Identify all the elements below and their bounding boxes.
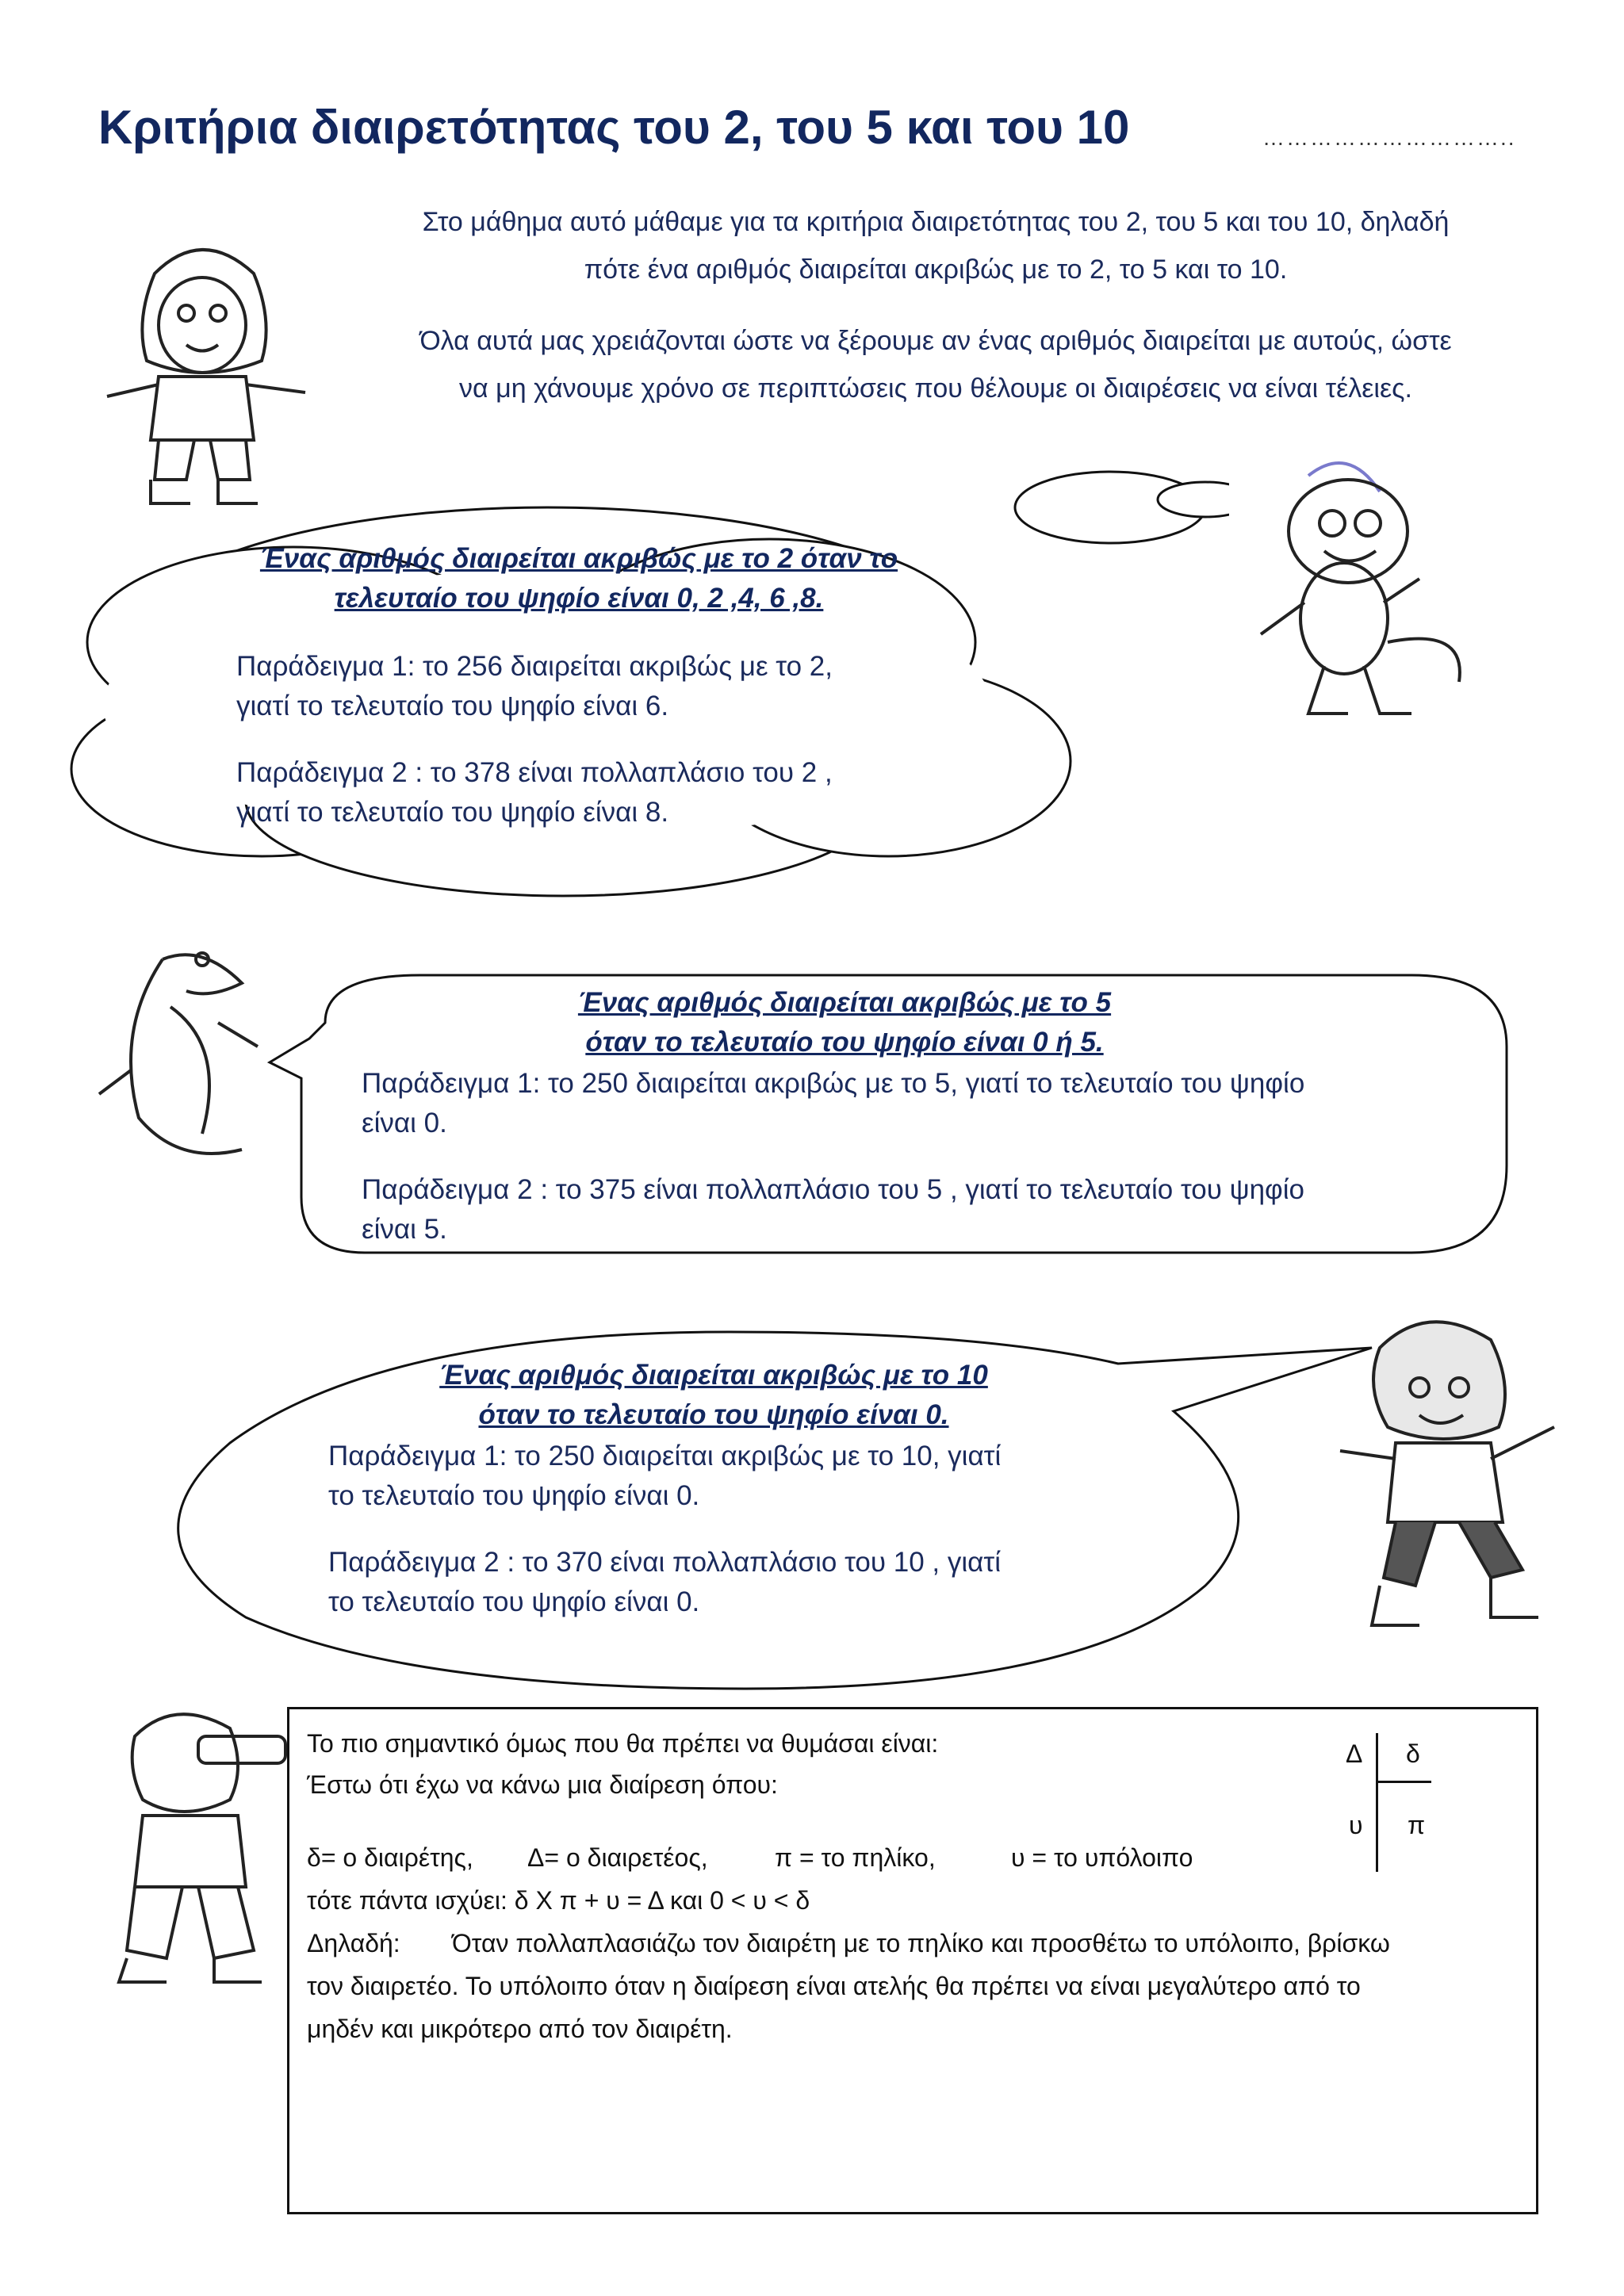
- rule-5-example-1: [362, 1064, 1304, 1143]
- intro-p2-line2: να μη χάνουμε χρόνο σε περιπτώσεις που θέλουμε οι διαιρέσεις να είναι τέλειες.: [459, 373, 1412, 404]
- rule-2-ex2-line2: γιατί το τελευταίο του ψηφίο είναι 8.: [236, 797, 669, 828]
- explain-line-3: μηδέν και μικρότερο από τον διαιρέτη.: [307, 2015, 733, 2043]
- note-line-1: Το πιο σημαντικό όμως που θα πρέπει να θυμάσαι είναι:: [307, 1729, 939, 1758]
- rule-10-line1: Ένας αριθμός διαιρείται ακριβώς με το 10: [439, 1360, 988, 1391]
- explorer-character-illustration: [79, 1689, 301, 1998]
- rule-2-example-2: [236, 753, 833, 832]
- scheme-horizontal-line: [1376, 1781, 1431, 1783]
- boy-character-illustration: [1308, 1300, 1570, 1657]
- rule-10-ex1-line2: το τελευταίο του ψηφίο είναι 0.: [328, 1480, 700, 1511]
- monkey-character-illustration: [1205, 444, 1491, 737]
- rule-2-ex2-line1: Παράδειγμα 2 : το 378 είναι πολλαπλάσιο του 2 ,: [236, 757, 833, 788]
- scheme-quotient: π: [1408, 1811, 1426, 1839]
- rule-5-line1: Ένας αριθμός διαιρείται ακριβώς με το 5: [577, 987, 1112, 1018]
- rule-10-ex2-line1: Παράδειγμα 2 : το 370 είναι πολλαπλάσιο του 10 , γιατί: [328, 1547, 1001, 1578]
- rule-10-example-2: [328, 1543, 1001, 1622]
- def-dividend: Δ= ο διαιρετέος,: [527, 1843, 708, 1872]
- page-title: Κριτήρια διαιρετότητας του 2, του 5 και του 10: [98, 101, 1130, 154]
- def-divisor: δ= ο διαιρέτης,: [307, 1843, 473, 1872]
- explain-label: Δηλαδή:: [307, 1929, 400, 1957]
- scheme-divisor: δ: [1406, 1739, 1420, 1768]
- rule-10-ex2-line2: το τελευταίο του ψηφίο είναι 0.: [328, 1586, 700, 1617]
- rule-5-ex2-line1: Παράδειγμα 2 : το 375 είναι πολλαπλάσιο του 5 , γιατί το τελευταίο του ψηφίο: [362, 1174, 1304, 1205]
- rule-5-example-2: [362, 1170, 1304, 1249]
- summary-note-box: [287, 1707, 1538, 2214]
- rule-10-example-1: [328, 1437, 1001, 1516]
- rule-5-line2: όταν το τελευταίο του ψηφίο είναι 0 ή 5.: [585, 1027, 1104, 1058]
- explain-line-2: τον διαιρετέο. Το υπόλοιπο όταν η διαίρεση είναι ατελής θα πρέπει να είναι μεγαλύτερο από το: [307, 1972, 1361, 2000]
- rule-10-line2: όταν το τελευταίο του ψηφίο είναι 0.: [478, 1399, 949, 1430]
- rule-2-line1: Ένας αριθμός διαιρείται ακριβώς με το 2 όταν το: [259, 543, 898, 574]
- explain-line-1: Όταν πολλαπλασιάζω τον διαιρέτη με το πηλίκο και προσθέτω το υπόλοιπο, βρίσκω: [452, 1929, 1390, 1957]
- intro-p2-line1: Όλα αυτά μας χρειάζονται ώστε να ξέρουμε αν ένας αριθμός διαιρείται με αυτούς, ώστε: [419, 326, 1452, 356]
- rule-5-ex1-line2: είναι 0.: [362, 1108, 447, 1138]
- name-blank: …………………………..: [1262, 125, 1516, 150]
- rule-2-ex1-line2: γιατί το τελευταίο του ψηφίο είναι 6.: [236, 691, 669, 721]
- def-remainder: υ = το υπόλοιπο: [1011, 1843, 1193, 1872]
- rule-5-ex1-line1: Παράδειγμα 1: το 250 διαιρείται ακριβώς με το 5, γιατί το τελευταίο του ψηφίο: [362, 1068, 1305, 1099]
- intro-paragraph-1: [333, 198, 1538, 293]
- scheme-remainder: υ: [1349, 1811, 1363, 1839]
- rule-5-heading: [508, 983, 1182, 1062]
- rule-2-line2: τελευταίο του ψηφίο είναι 0, 2 ,4, 6 ,8.: [334, 583, 824, 614]
- rule-10-ex1-line1: Παράδειγμα 1: το 250 διαιρείται ακριβώς με το 10, γιατί: [328, 1441, 1002, 1471]
- rule-2-example-1: [236, 647, 833, 726]
- rule-2-ex1-line1: Παράδειγμα 1: το 256 διαιρείται ακριβώς με το 2,: [236, 651, 833, 682]
- scheme-vertical-line: [1376, 1733, 1378, 1872]
- intro-p1-line1: Στο μάθημα αυτό μάθαμε για τα κριτήρια διαιρετότητας του 2, του 5 και του 10, δηλαδή: [422, 207, 1450, 237]
- rule-2-heading: [214, 539, 944, 618]
- rule-5-ex2-line2: είναι 5.: [362, 1214, 447, 1245]
- intro-paragraph-2: [333, 317, 1538, 412]
- rule-10-heading: [357, 1356, 1071, 1435]
- intro-p1-line2: πότε ένα αριθμός διαιρείται ακριβώς με το 2, το 5 και το 10.: [584, 254, 1288, 285]
- note-line-2: Έστω ότι έχω να κάνω μια διαίρεση όπου:: [307, 1770, 778, 1799]
- def-quotient: π = το πηλίκο,: [775, 1843, 936, 1872]
- scheme-dividend: Δ: [1346, 1739, 1363, 1768]
- dolphin-character-illustration: [83, 912, 274, 1173]
- formula: τότε πάντα ισχύει: δ Χ π + υ = Δ και 0 < υ < δ: [307, 1886, 810, 1915]
